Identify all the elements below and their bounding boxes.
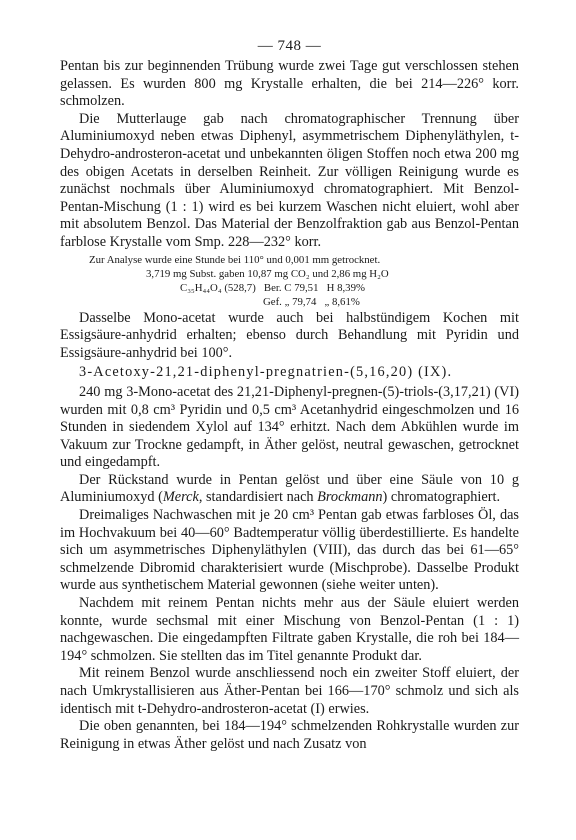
merck-name: Merck — [162, 489, 199, 506]
paragraph-5-text-a: Der Rückstand wurde in Pentan gelöst und über eine Säule von 10 g Aluminiumoxyd ( — [60, 471, 519, 506]
page-body — [60, 58, 519, 753]
analysis-line-1: 3,719 mg Subst. gaben 10,87 mg CO₂ und 2,86 mg H₂O — [146, 267, 389, 280]
analysis-block — [60, 253, 519, 309]
brockmann-name: Brockmann — [317, 489, 383, 506]
paragraph-6: Dreimaliges Nachwaschen mit je 20 cm³ Pentan gab etwas farbloses Öl, das im Hochvakuum bei 40—60° Badtemperatur völlig überdestillierte. Es handelte sich um asymmetrisches Diphenyläthylen (VIII), das durch das bei 61—65° schmelzende Dibromid charakterisiert wurde (Mischprobe). Dasselbe Produkt wurde aus synthetischem Material gewonnen (siehe weiter unten). — [60, 507, 519, 594]
paragraph-1: Pentan bis zur beginnenden Trübung wurde zwei Tage gut verschlossen stehen gelassen. Es wurden 800 mg Krystalle erhalten, die bei 214—226° korr. schmolzen. — [60, 58, 519, 110]
analysis-intro: Zur Analyse wurde eine Stunde bei 110° und 0,001 mm getrocknet. — [89, 253, 381, 266]
analysis-line-3: Gef. „ 79,74 „ 8,61% — [263, 295, 360, 308]
paragraph-3: Dasselbe Mono-acetat wurde auch bei halbstündigem Kochen mit Essigsäure-anhydrid erhalten; ebenso durch Behandlung mit Pyridin und Essigsäure-anhydrid bei 100°. — [60, 309, 519, 361]
paragraph-5-text-c: ) chromatographiert. — [382, 489, 501, 506]
paragraph-9: Die oben genannten, bei 184—194° schmelzenden Rohkrystalle wurden zur Reinigung in etwas Äther gelöst und nach Zusatz von — [60, 718, 519, 752]
page-number: — 748 — — [257, 38, 322, 54]
paragraph-7: Nachdem mit reinem Pentan nichts mehr aus der Säule eluiert werden konnte, wurde sechsmal mit einer Mischung von Benzol-Pentan (1 : 1) nachgewaschen. Die eingedampften Filtrate gaben Krystalle, die roh bei 184—194° schmolzen. Sie stellten das im Titel genannte Produkt dar. — [60, 595, 519, 664]
paragraph-5 — [60, 472, 519, 507]
paragraph-5-text-b: , standardisiert nach — [198, 489, 318, 506]
section-heading: 3-Acetoxy-21,21-diphenyl-pregnatrien-(5,16,20) (IX). — [79, 364, 453, 381]
analysis-line-2: C₃₅H₄₄O₄ (528,7) Ber. C 79,51 H 8,39% — [180, 281, 365, 294]
paragraph-2: Die Mutterlauge gab nach chromatographischer Trennung über Aluminiumoxyd neben etwas Diphenyl, asymmetrischem Diphenyläthylen, t-Dehydro-androsteron-acetat und unbekannten öligen Stoffen noch etwa 200 mg des obigen Acetats in derselben Reinheit. Zur völligen Reinigung wurde es zunächst nochmals über Aluminiumoxyd chromatographiert. Mit Benzol-Pentan-Mischung (1 : 1) wird es bei kurzem Waschen nicht eluiert, wohl aber mit absolutem Benzol. Das Material der Benzolfraktion gab aus Benzol-Pentan farblose Krystalle vom Smp. 228—232° korr. — [60, 110, 519, 250]
paragraph-8: Mit reinem Benzol wurde anschliessend noch ein zweiter Stoff eluiert, der nach Umkrystallisieren aus Äther-Pentan bei 166—170° schmolz und sich als identisch mit t-Dehydro-androsteron-acetat (I) erwies. — [60, 665, 519, 717]
paragraph-4: 240 mg 3-Mono-acetat des 21,21-Diphenyl-pregnen-(5)-triols-(3,17,21) (VI) wurden mit 0,8 cm³ Pyridin und 0,5 cm³ Acetanhydrid eingeschmolzen und 16 Stunden in siedendem Xylol auf 134° erhitzt. Nach dem Abkühlen wurde im Vakuum zur Trockne gedampft, in Äther gelöst, neutral gewaschen, getrocknet und eingedampft. — [60, 383, 519, 471]
